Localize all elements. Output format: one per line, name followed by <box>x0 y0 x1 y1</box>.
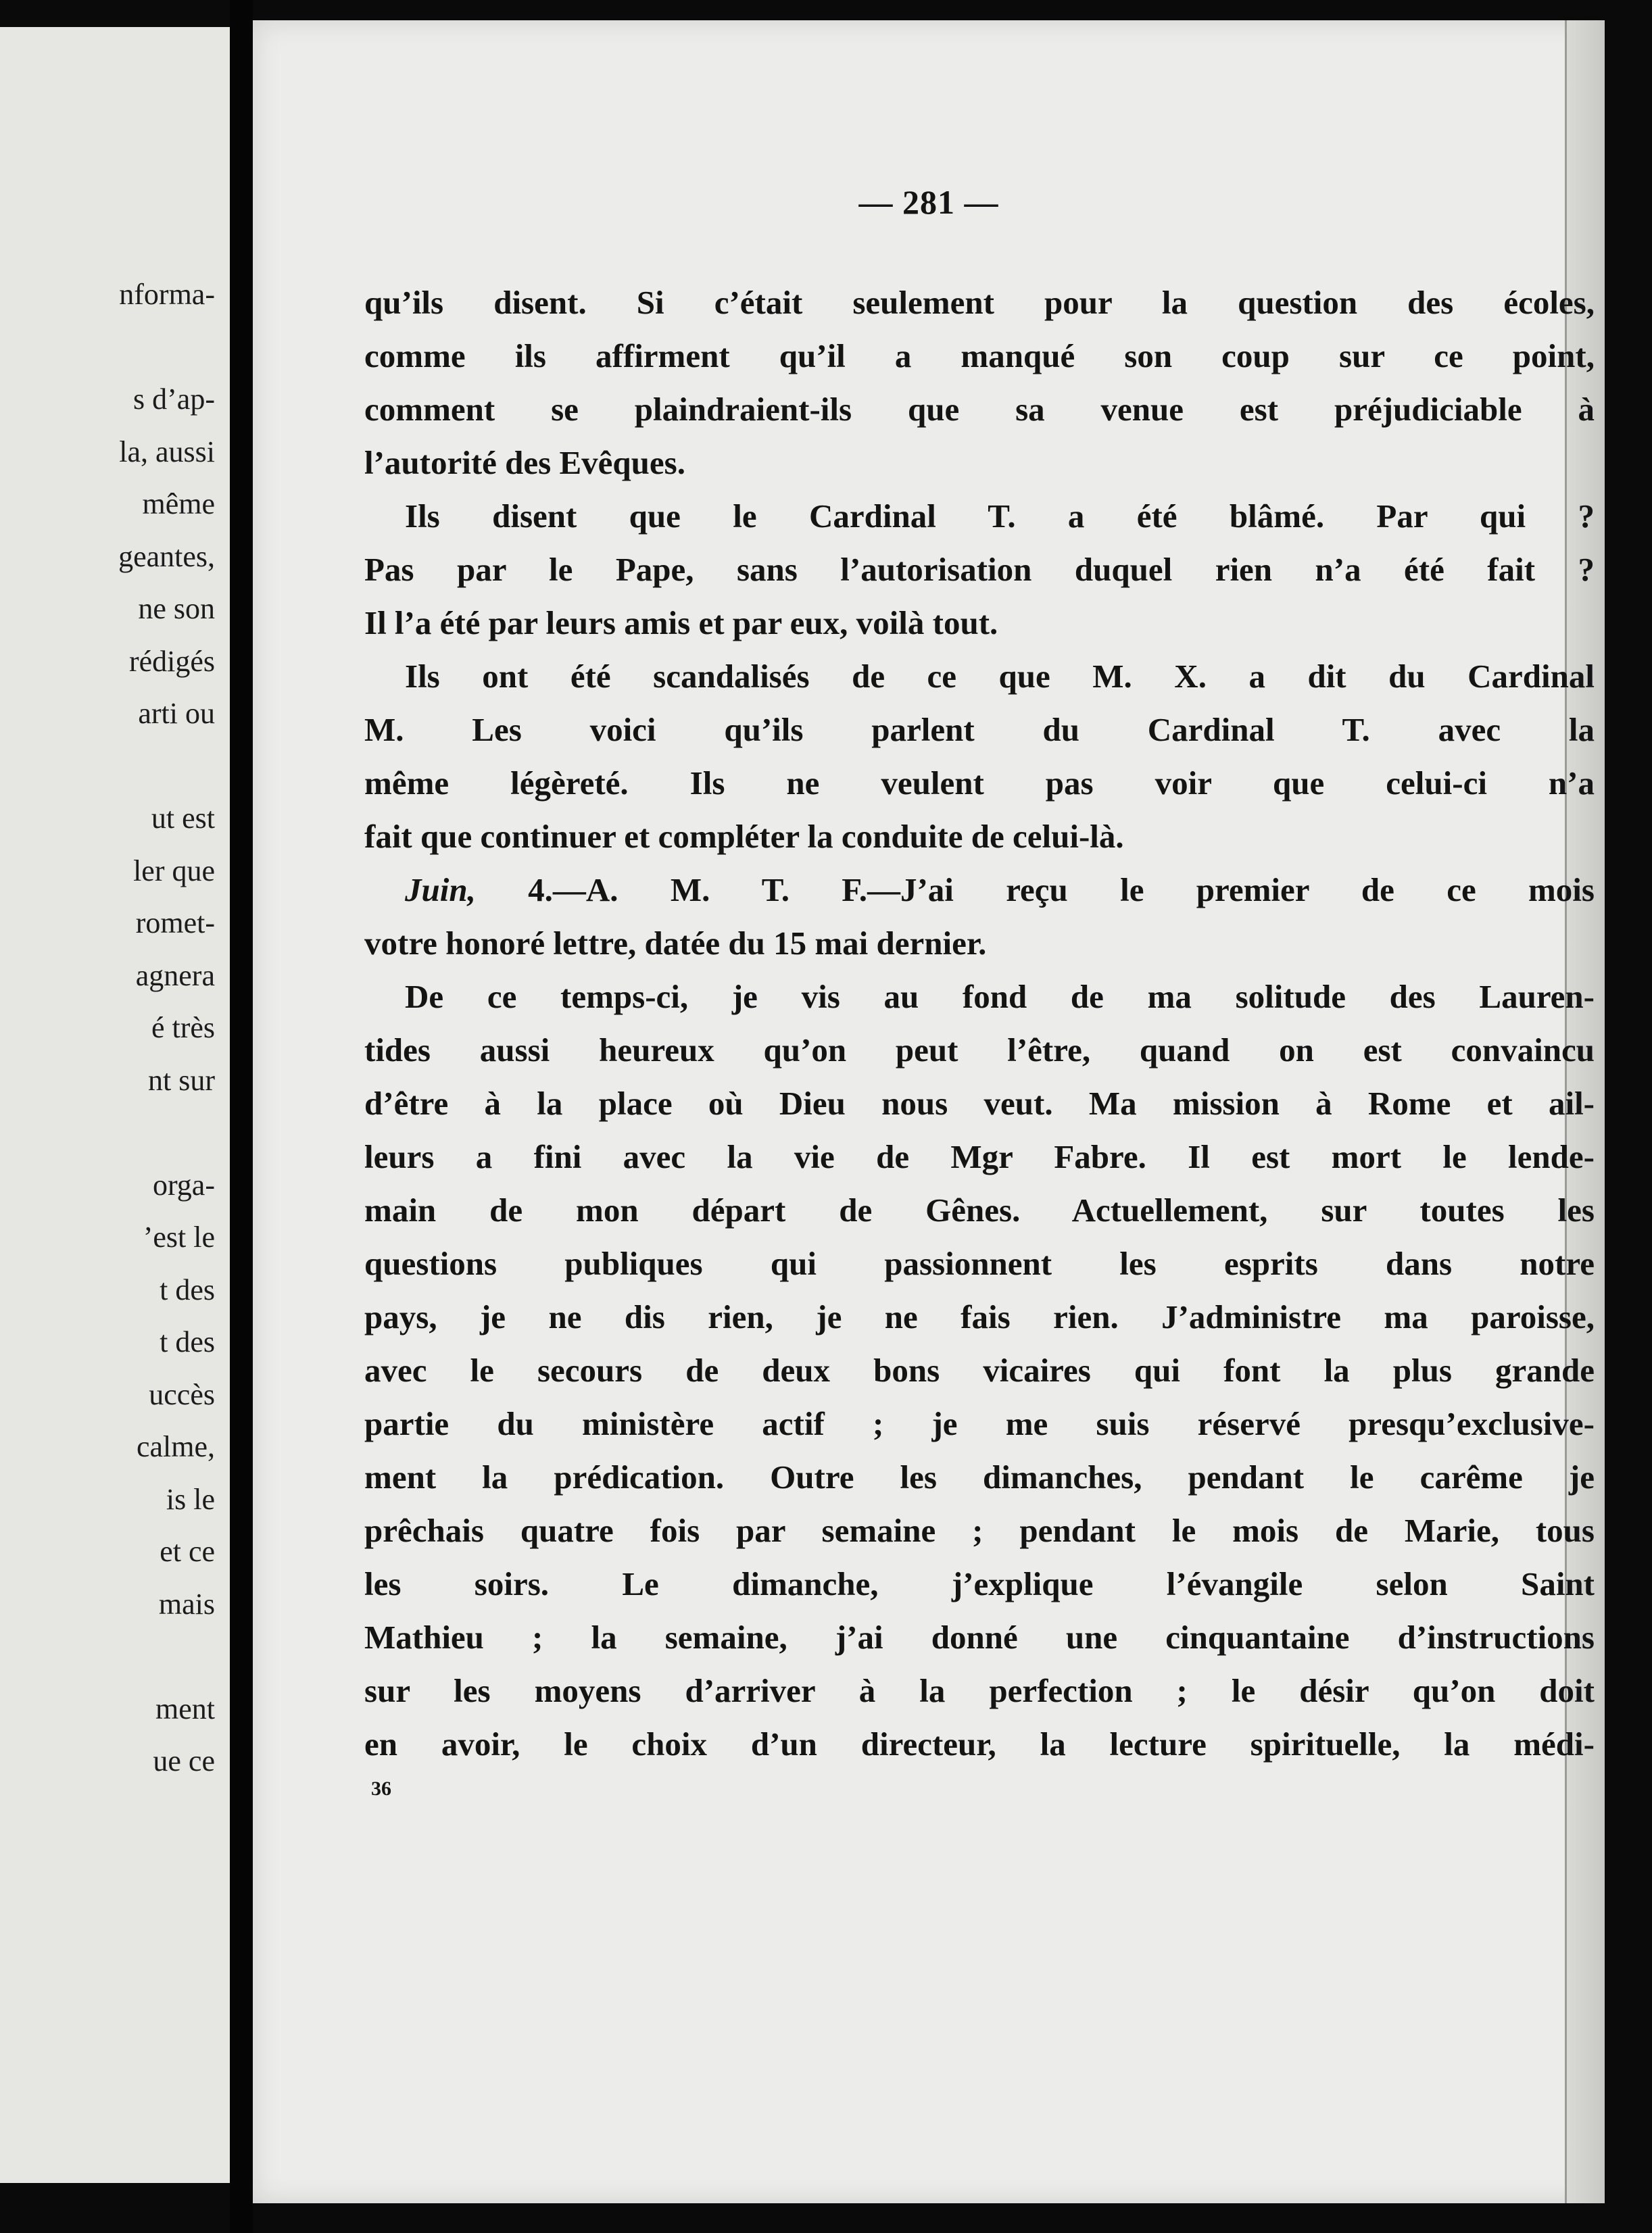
left-page-line: is le <box>166 1482 215 1516</box>
text-line <box>364 1023 1595 1077</box>
text-line-content: comment se plaindraient-ils que sa venue est préjudiciable à <box>364 391 1595 428</box>
left-page-line: ment <box>155 1692 215 1725</box>
text-line-content: prêchais quatre fois par semaine ; pendant le mois de Marie, tous <box>364 1512 1595 1549</box>
text-line <box>364 916 1595 970</box>
page-number: — 281 — <box>858 183 999 221</box>
text-line <box>364 649 1595 703</box>
text-line-content: ment la prédication. Outre les dimanches, pendant le carême je <box>364 1458 1595 1496</box>
text-line-content: votre honoré lettre, datée du 15 mai dernier. <box>364 925 987 962</box>
text-line-content: Ils ont été scandalisés de ce que M. X. a dit du Cardinal <box>405 658 1595 695</box>
left-page-line: s d’ap- <box>133 383 215 416</box>
text-line-content: Mathieu ; la semaine, j’ai donné une cinquantaine d’instructions <box>364 1619 1595 1656</box>
left-page-line: ne son <box>138 592 215 625</box>
text-line <box>364 383 1595 436</box>
left-page-line: rédigés <box>128 644 215 678</box>
text-line <box>364 276 1595 329</box>
text-line <box>364 970 1595 1023</box>
text-line <box>364 1717 1595 1771</box>
left-page-line: é très <box>151 1011 215 1044</box>
left-page-line: agnera <box>135 958 215 992</box>
left-page-line: même <box>142 487 215 520</box>
text-line <box>364 1557 1595 1611</box>
text-line-content: les soirs. Le dimanche, j’explique l’évangile selon Saint <box>364 1565 1595 1602</box>
text-line <box>364 489 1595 543</box>
signature-mark: 36 <box>371 1777 391 1800</box>
text-line-content: leurs a fini avec la vie de Mgr Fabre. Il est mort le lende- <box>364 1138 1595 1175</box>
page-text <box>364 276 1595 1771</box>
text-line <box>364 436 1595 489</box>
text-line <box>364 596 1595 649</box>
left-page-line: ’est le <box>143 1221 215 1254</box>
left-page-line: t des <box>160 1273 215 1306</box>
main-page <box>253 20 1605 2203</box>
left-page-line: t des <box>160 1325 215 1358</box>
left-page-line: mais <box>158 1587 215 1621</box>
text-line-content: Ils disent que le Cardinal T. a été blâmé. Par qui ? <box>405 497 1595 535</box>
left-page-line: ut est <box>151 802 215 835</box>
text-line <box>364 756 1595 810</box>
left-page-line: nforma- <box>119 278 215 311</box>
left-page-line: orga- <box>152 1168 215 1202</box>
left-page-line: calme, <box>136 1430 215 1463</box>
text-line-content: questions publiques qui passionnent les esprits dans notre <box>364 1245 1595 1282</box>
date-label: Juin, <box>405 871 476 908</box>
left-page-line: geantes, <box>118 539 215 573</box>
text-line <box>364 703 1595 756</box>
left-page-line: romet- <box>135 906 215 939</box>
text-line-content: avec le secours de deux bons vicaires qui font la plus grande <box>364 1352 1595 1389</box>
left-page-line: ue ce <box>153 1744 215 1777</box>
text-line-content: M. Les voici qu’ils parlent du Cardinal T. avec la <box>364 711 1595 748</box>
text-line-content: pays, je ne dis rien, je ne fais rien. J’administre ma paroisse, <box>364 1298 1595 1335</box>
text-line-content: partie du ministère actif ; je me suis réservé presqu’exclusive- <box>364 1405 1595 1442</box>
text-line-content: Il l’a été par leurs amis et par eux, voilà tout. <box>364 604 998 641</box>
text-line <box>364 810 1595 863</box>
text-line-content: l’autorité des Evêques. <box>364 444 685 481</box>
text-line-content: De ce temps-ci, je vis au fond de ma solitude des Lauren- <box>405 978 1595 1015</box>
left-page-line: et ce <box>160 1535 215 1568</box>
text-line-content: en avoir, le choix d’un directeur, la lecture spirituelle, la médi- <box>364 1725 1595 1763</box>
text-line <box>364 1237 1595 1290</box>
text-line <box>364 1664 1595 1717</box>
left-page-line: la, aussi <box>119 435 215 468</box>
text-line-content: Pas par le Pape, sans l’autorisation duquel rien n’a été fait ? <box>364 551 1595 588</box>
left-page-line: uccès <box>149 1377 215 1411</box>
text-line <box>364 543 1595 596</box>
left-page <box>0 27 234 2183</box>
text-line-content: comme ils affirment qu’il a manqué son coup sur ce point, <box>364 337 1595 374</box>
text-line <box>364 329 1595 383</box>
left-page-line: ler que <box>133 854 215 887</box>
text-line <box>364 1450 1595 1504</box>
left-page-line: arti ou <box>138 697 215 730</box>
left-page-line: nt sur <box>148 1063 215 1097</box>
text-line-content: d’être à la place où Dieu nous veut. Ma mission à Rome et ail- <box>364 1085 1595 1122</box>
text-line <box>364 863 1595 916</box>
text-line <box>364 1397 1595 1450</box>
text-line <box>364 1504 1595 1557</box>
text-line <box>364 1183 1595 1237</box>
text-line-content: main de mon départ de Gênes. Actuellement, sur toutes les <box>364 1192 1595 1229</box>
text-line-content: fait que continuer et compléter la conduite de celui-là. <box>364 818 1124 855</box>
text-line-content: sur les moyens d’arriver à la perfection ; le désir qu’on doit <box>364 1672 1595 1709</box>
text-line <box>364 1130 1595 1183</box>
text-line-content: 4.—A. M. T. F.—J’ai reçu le premier de ce mois <box>475 871 1595 908</box>
text-line-content: tides aussi heureux qu’on peut l’être, quand on est convaincu <box>364 1031 1595 1069</box>
text-line-content: même légèreté. Ils ne veulent pas voir que celui-ci n’a <box>364 764 1595 802</box>
text-line <box>364 1611 1595 1664</box>
text-line <box>364 1344 1595 1397</box>
text-line <box>364 1290 1595 1344</box>
text-line-content: qu’ils disent. Si c’était seulement pour la question des écoles, <box>364 284 1595 321</box>
text-line <box>364 1077 1595 1130</box>
page-gutter <box>230 0 253 2233</box>
